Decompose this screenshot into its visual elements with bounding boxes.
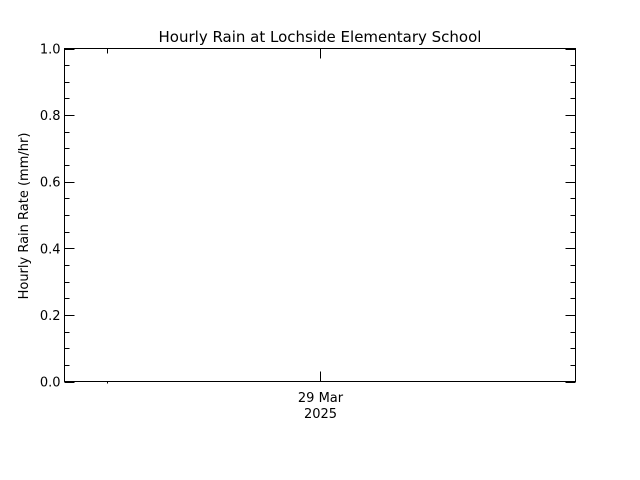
y-tick-label: 0.4 [39,242,61,258]
y-tick-label: 1.0 [39,42,61,58]
y-tick-label: 0.0 [39,375,61,391]
chart-title: Hourly Rain at Lochside Elementary School [158,28,482,46]
y-tick-label: 0.2 [39,308,61,324]
x-tick-label-date: 29 Mar [297,391,344,406]
y-tick-label: 0.6 [39,175,61,191]
y-axis-label: Hourly Rain Rate (mm/hr) [17,132,32,300]
x-tick-label-year: 2025 [303,407,338,422]
y-tick-label: 0.8 [39,109,61,125]
